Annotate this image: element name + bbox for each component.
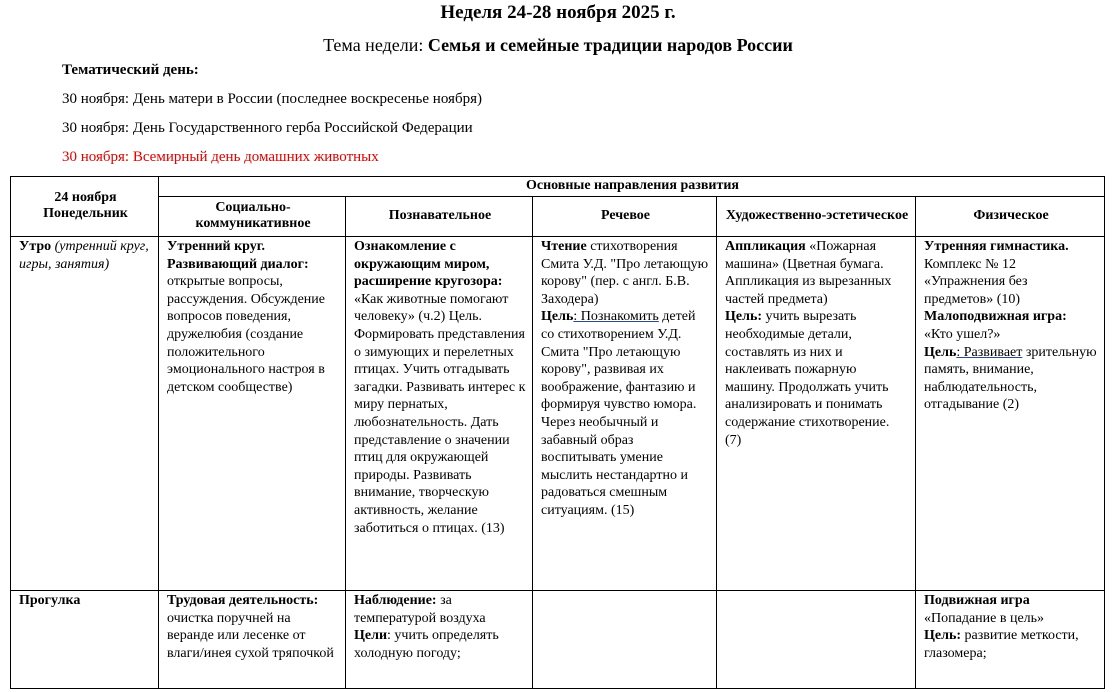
cell-morning-art bbox=[717, 237, 916, 591]
cell-walk-physical bbox=[916, 591, 1105, 689]
cell-text: Ознакомление с окружающим миром, расширение кругозора: bbox=[354, 239, 503, 290]
cell-text: развитие меткости, глазомера; bbox=[924, 628, 1079, 661]
row-label-morning bbox=[11, 237, 159, 591]
main-header: Основные направления развития bbox=[159, 177, 1105, 197]
theme-value: Семья и семейные традиции народов России bbox=[427, 35, 793, 55]
cell-text: Малоподвижная игра: bbox=[924, 309, 1067, 325]
cell-text: Комплекс № 12 «Упражнения без предметов» (10) bbox=[924, 256, 1028, 307]
theme-label: Тема недели: bbox=[323, 35, 428, 55]
cell-text: Цели bbox=[354, 628, 388, 644]
cell-walk-cognitive bbox=[346, 591, 533, 689]
table-row-walk bbox=[11, 591, 1105, 689]
cell-morning-cognitive bbox=[346, 237, 533, 591]
col-header-physical: Физическое bbox=[916, 197, 1105, 237]
cell-morning-physical bbox=[916, 237, 1105, 591]
cell-text: : Познакомить bbox=[573, 309, 659, 325]
walk-label: Прогулка bbox=[19, 593, 81, 608]
cell-text: Подвижная игра bbox=[924, 593, 1030, 608]
cell-text: Цель: bbox=[725, 309, 763, 325]
cell-text: Развивающий диалог: bbox=[167, 256, 309, 272]
row-label-walk bbox=[11, 591, 159, 689]
cell-text: Трудовая деятельность: bbox=[167, 593, 319, 608]
cell-text: очистка поручней на веранде или лесенке от влаги/инея сухой тряпочкой bbox=[167, 610, 334, 661]
cell-text: : учить определять холодную погоду; bbox=[354, 628, 499, 661]
cell-text: «Попадание в цель» bbox=[924, 610, 1045, 626]
cell-text: Цель: bbox=[924, 628, 962, 644]
cell-text: Утренний круг. bbox=[167, 239, 266, 254]
cell-text: учить вырезать необходимые детали, составлять из них и наклеивать пожарную машину. Продолжать учить анализировать и понимать содержание стихотворение. (7) bbox=[725, 309, 890, 448]
cell-text: : Развивает bbox=[956, 344, 1023, 360]
morning-label-note: (утренний круг, игры, занятия) bbox=[19, 239, 149, 272]
cell-walk-art bbox=[717, 591, 916, 689]
cell-text: открытые вопросы, рассуждения. Обсуждение вопросов поведения, дружелюбия (создание положительного эмоционального настроя в детском сообществе) bbox=[167, 274, 325, 395]
morning-label: Утро bbox=[19, 239, 52, 254]
table-row-morning bbox=[11, 237, 1105, 591]
thematic-day-3: 30 ноября: Всемирный день домашних животных bbox=[62, 149, 379, 165]
thematic-day-1: 30 ноября: День матери в России (последнее воскресенье ноября) bbox=[62, 91, 482, 107]
week-theme bbox=[0, 34, 1116, 56]
thematic-day-2: 30 ноября: День Государственного герба Российской Федерации bbox=[62, 120, 473, 136]
cell-text: Наблюдение: bbox=[354, 593, 437, 608]
cell-text: зрительную память, внимание, наблюдательность, отгадывание (2) bbox=[924, 344, 1097, 413]
col-header-speech: Речевое bbox=[533, 197, 717, 237]
page-title: Неделя 24-28 ноября 2025 г. bbox=[440, 2, 676, 23]
cell-morning-social bbox=[159, 237, 346, 591]
cell-text: «Как животные помогают человеку» (ч.2) Цель. Формировать представления о зимующих и перелетных птицах. Учить отгадывать загадки. Развивать интерес к миру пернатых, любознательность. Дать представление о значении птиц для окружающей природы. Развивать внимание, творческую активность, желание заботиться о птицах. (13) bbox=[354, 291, 526, 536]
cell-text: Чтение bbox=[541, 239, 587, 254]
cell-morning-speech bbox=[533, 237, 717, 591]
cell-text: «Кто ушел?» bbox=[924, 326, 1001, 342]
cell-text: Аппликация bbox=[725, 239, 806, 254]
col-header-social: Социально-коммуникативное bbox=[159, 197, 346, 237]
col-header-art: Художественно-эстетическое bbox=[717, 197, 916, 237]
day-header: 24 ноября Понедельник bbox=[11, 177, 159, 237]
cell-text: за температурой воздуха bbox=[354, 593, 486, 626]
cell-text: «Пожарная машина» (Цветная бумага. Аппликация из вырезанных частей предмета) bbox=[725, 239, 892, 307]
thematic-day-label: Тематический день: bbox=[62, 62, 199, 78]
col-header-cognitive: Познавательное bbox=[346, 197, 533, 237]
cell-walk-social bbox=[159, 591, 346, 689]
cell-text: Цель bbox=[541, 309, 574, 325]
cell-text: Цель bbox=[924, 344, 957, 360]
cell-walk-speech bbox=[533, 591, 717, 689]
cell-text: стихотворения Смита У.Д. "Про летающую корову" (пер. с англ. Б.В. Заходера) bbox=[541, 239, 709, 307]
cell-text: детей со стихотворением У.Д. Смита "Про летающую корову", развивая их воображение, фантазию и формируя чувство юмора. Через необычный и забавный образ воспитывать умение мыслить нестандартно и радоваться смешным ситуациям. (15) bbox=[541, 309, 697, 518]
cell-text: Утренняя гимнастика. bbox=[924, 239, 1069, 254]
plan-table bbox=[10, 176, 1105, 689]
